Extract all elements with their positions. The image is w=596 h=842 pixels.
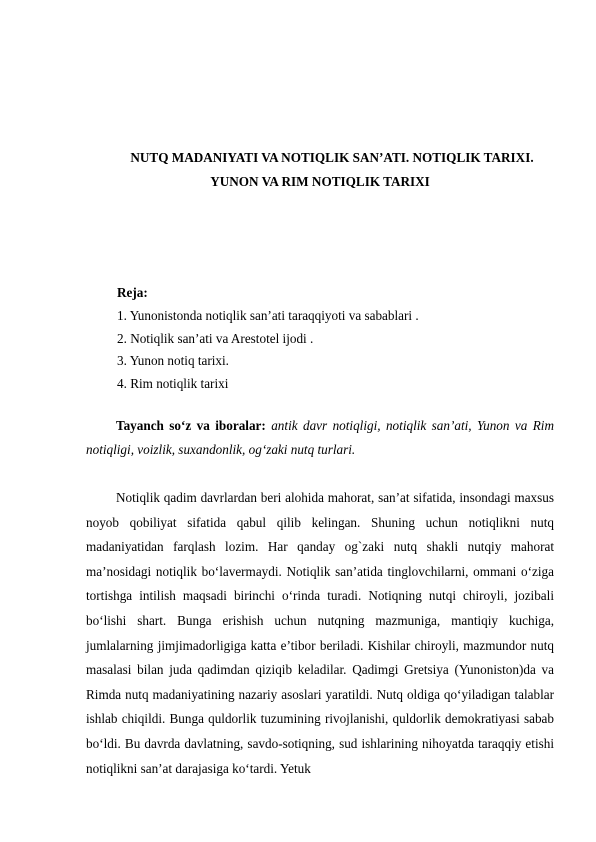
document-title-line-2: YUNON VA RIM NOTIQLIK TARIXI <box>210 174 430 189</box>
plan-item-2: 2. Notiqlik san’ati va Arestotel ijodi . <box>117 330 314 346</box>
plan-label: Reja: <box>117 285 148 300</box>
body-paragraph: Notiqlik qadim davrlardan beri alohida mahorat, san’at sifatida, insondagi maxsus noyob qobiliyat sifatida qabul qilib kelingan. Shuning uchun notiqlikni nutq madaniyatidan farqlash lozim. Har qanday og`zaki nutq shakli nutqiy mahorat ma’nosidagi notiqlik bo‘lavermaydi. Notiqlik san’atida tinglovchilarni, ommani o‘ziga tortishga intilish maqsadi birinchi o‘rinda turadi. Notiqning nutqi chiroyli, jozibali bo‘lishi shart. Bunga erishish uchun nutqning mazmuniga, mantiqiy kuchiga, jumlalarning jimjimadorligiga katta e’tibor beriladi. Kishilar chiroyli, mazmundor nutq masalasi bilan juda qadimdan qiziqib keladilar. Qadimgi Gretsiya (Yunoniston)da va Rimda nutq madaniyatining nazariy asoslari yaratildi. Nutq oldiga qo‘yiladigan talablar ishlab chiqildi. Bunga quldorlik tuzumining rivojlanishi, quldorlik demokratiyasi sabab bo‘ldi. Bu davrda davlatning, savdo-sotiqning, sud ishlarining nihoyatda taraqqiy etishi notiqlikni san’at darajasiga ko‘tardi. Yetuk <box>86 490 554 776</box>
plan-section <box>117 282 419 396</box>
plan-item-1: 1. Yunonistonda notiqlik san’ati taraqqiyoti va sabablari . <box>117 307 419 323</box>
keywords-section <box>86 414 554 462</box>
keywords-text: antik davr notiqligi, notiqlik san’ati, Yunon va Rim notiqligi, voizlik, suxandonlik, og‘zaki nutq turlari. <box>86 418 554 457</box>
plan-item-4: 4. Rim notiqlik tarixi <box>117 376 229 392</box>
keywords-label: Tayanch so‘z va iboralar: <box>116 418 266 433</box>
plan-item-3: 3. Yunon notiq tarixi. <box>117 353 229 369</box>
document-title-line-1: NUTQ MADANIYATI VA NOTIQLIK SAN’ATI. NOTIQLIK TARIXI. <box>130 150 534 165</box>
